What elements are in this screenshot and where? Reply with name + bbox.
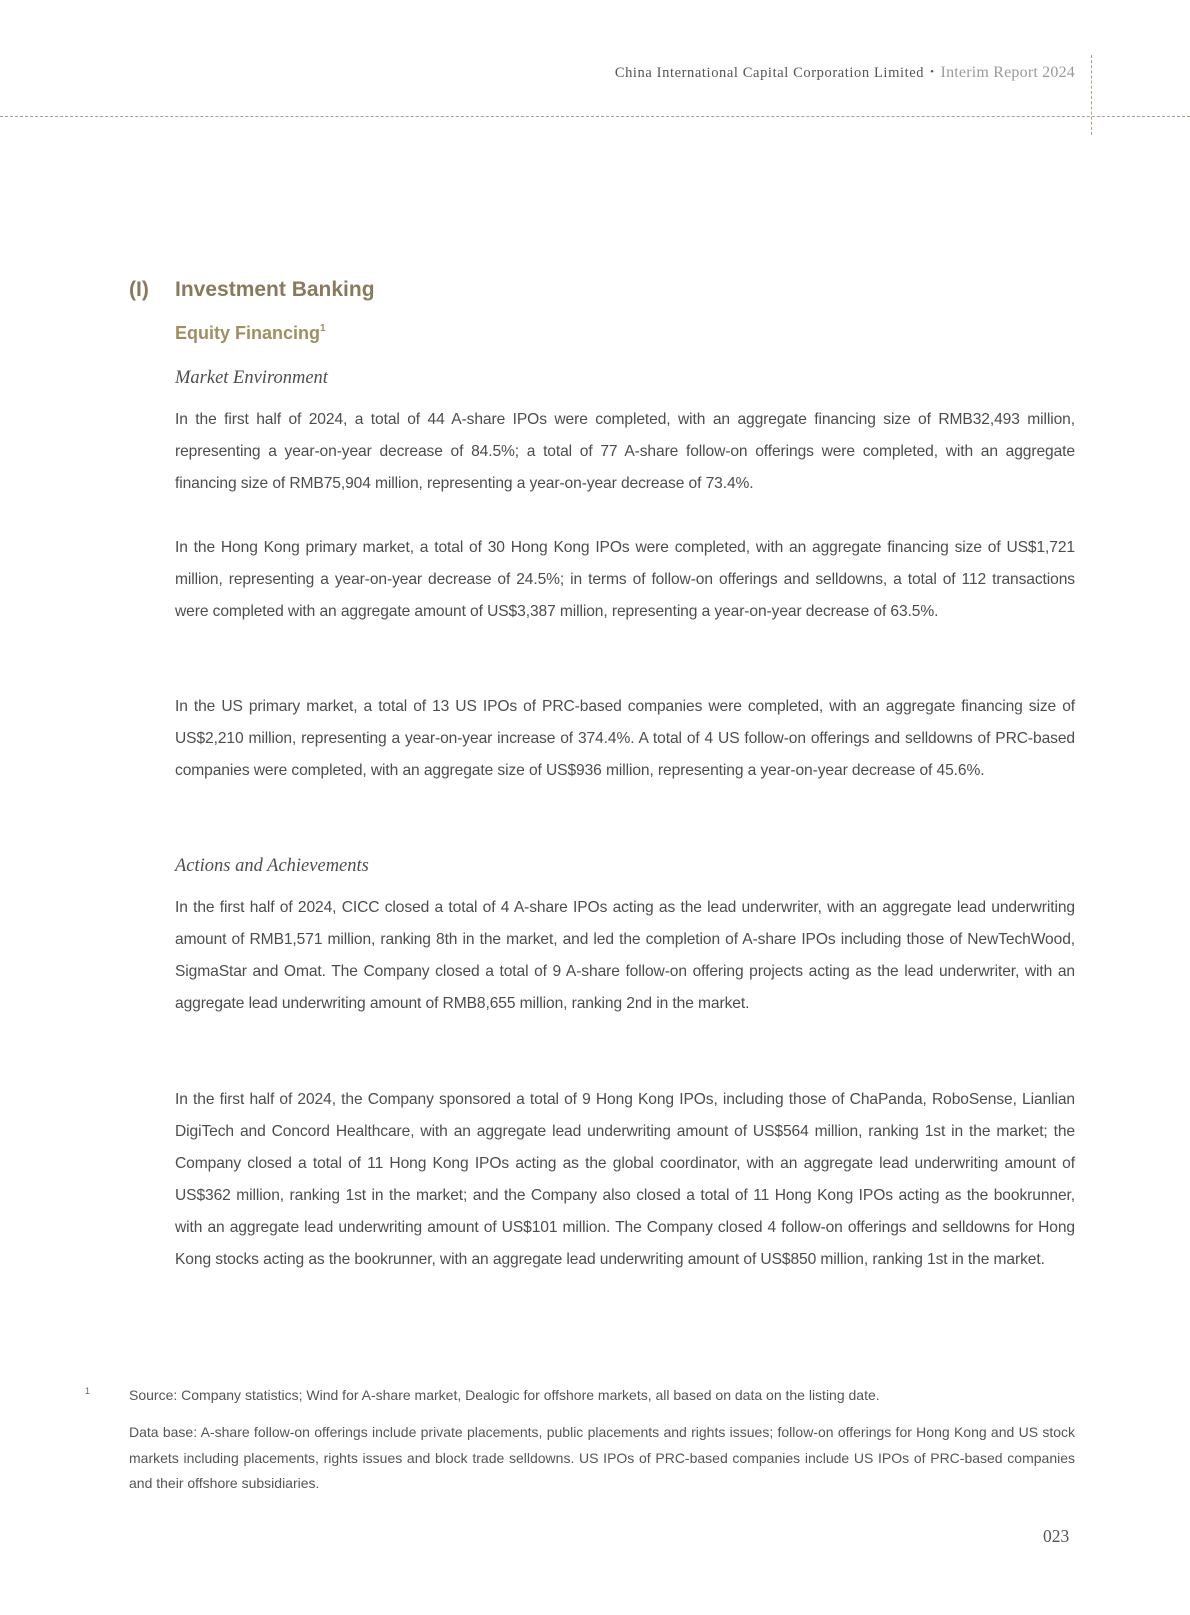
header-bullet-separator: • xyxy=(930,66,935,78)
running-header xyxy=(615,64,1075,82)
paragraph-a-share-achievements: In the first half of 2024, CICC closed a total of 4 A-share IPOs acting as the lead underwriter, with an aggregate lead underwriting amount of RMB1,571 million, ranking 8th in the market, and led the completion of A-share IPOs including those of NewTechWood, SigmaStar and Omat. The Company closed a total of 9 A-share follow-on offering projects acting as the lead underwriter, with an aggregate lead underwriting amount of RMB8,655 million, ranking 2nd in the market. xyxy=(175,899,1075,1012)
page-number: 023 xyxy=(1043,1526,1070,1546)
footnote-source: Source: Company statistics; Wind for A-share market, Dealogic for offshore markets, all based on data on the listing date. xyxy=(129,1387,880,1403)
subsection-title xyxy=(175,323,326,344)
header-dashed-rule xyxy=(0,116,1190,117)
subsection-title-text: Equity Financing xyxy=(175,323,321,343)
actions-achievements-heading: Actions and Achievements xyxy=(175,856,369,876)
section-title: Investment Banking xyxy=(175,278,375,301)
header-company-name: China International Capital Corporation Limited xyxy=(614,65,925,81)
header-report-title: Interim Report 2024 xyxy=(940,64,1075,81)
header-vertical-dashed-rule xyxy=(1091,55,1092,135)
paragraph-us-market: In the US primary market, a total of 13 US IPOs of PRC-based companies were completed, with an aggregate financing size of US$2,210 million, representing a year-on-year increase of 374.4%. A total of 4 US follow-on offerings and selldowns of PRC-based companies were completed, with an aggregate size of US$936 million, representing a year-on-year decrease of 45.6%. xyxy=(175,698,1075,779)
paragraph-hong-kong-achievements: In the first half of 2024, the Company sponsored a total of 9 Hong Kong IPOs, including those of ChaPanda, RoboSense, Lianlian DigiTech and Concord Healthcare, with an aggregate lead underwriting amount of US$564 million, ranking 1st in the market; the Company closed a total of 11 Hong Kong IPOs acting as the global coordinator, with an aggregate lead underwriting amount of US$362 million, ranking 1st in the market; and the Company also closed a total of 11 Hong Kong IPOs acting as the bookrunner, with an aggregate lead underwriting amount of US$101 million. The Company closed 4 follow-on offerings and selldowns for Hong Kong stocks acting as the bookrunner, with an aggregate lead underwriting amount of US$850 million, ranking 1st in the market. xyxy=(175,1091,1075,1268)
footnote-data-base: Data base: A-share follow-on offerings include private placements, public placements and rights issues; follow-on offerings for Hong Kong and US stock markets including placements, rights issues and block trade selldowns. US IPOs of PRC-based companies include US IPOs of PRC-based companies and their offshore subsidiaries. xyxy=(129,1424,1075,1491)
footnote-reference: 1 xyxy=(320,323,326,334)
market-environment-heading: Market Environment xyxy=(175,368,328,388)
footnote-marker: 1 xyxy=(85,1386,91,1396)
paragraph-hong-kong-market: In the Hong Kong primary market, a total of 30 Hong Kong IPOs were completed, with an aggregate financing size of US$1,721 million, representing a year-on-year decrease of 24.5%; in terms of follow-on offerings and selldowns, a total of 112 transactions were completed with an aggregate amount of US$3,387 million, representing a year-on-year decrease of 63.5%. xyxy=(175,539,1075,620)
paragraph-a-share-market: In the first half of 2024, a total of 44 A-share IPOs were completed, with an aggregate financing size of RMB32,493 million, representing a year-on-year decrease of 84.5%; a total of 77 A-share follow-on offerings were completed, with an aggregate financing size of RMB75,904 million, representing a year-on-year decrease of 73.4%. xyxy=(175,411,1075,492)
section-number: (I) xyxy=(129,278,149,301)
